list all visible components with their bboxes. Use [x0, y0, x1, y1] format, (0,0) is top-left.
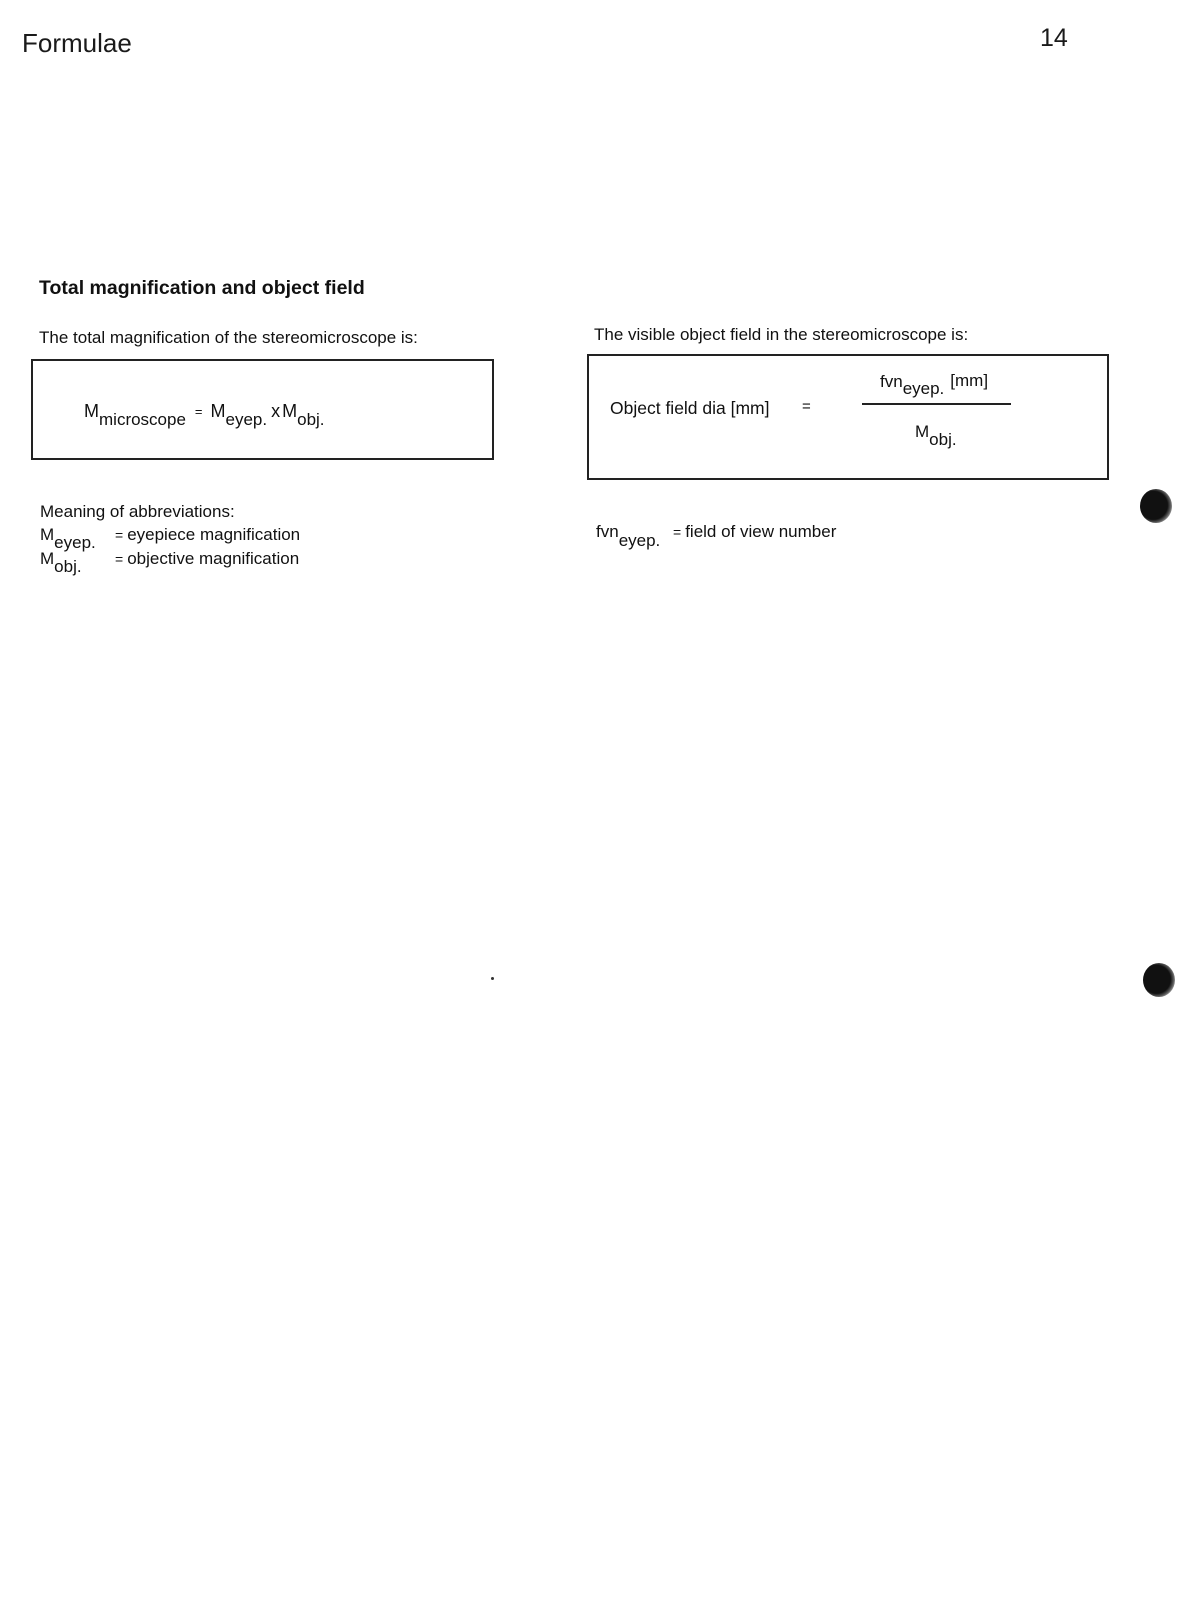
fraction-numerator [880, 371, 989, 398]
formula-lhs-symbol: M [84, 401, 99, 421]
abbreviation-symbol: M [40, 525, 55, 544]
formula-term2-subscript: obj. [297, 410, 325, 429]
abbreviation-definition-eyepiece [115, 525, 300, 545]
numerator-symbol: fvn [880, 372, 903, 391]
abbreviation-term-objective [40, 549, 82, 576]
abbreviation-definition-text: field of view number [685, 522, 837, 541]
total-magnification-formula [84, 401, 325, 429]
numerator-unit: [mm] [950, 371, 989, 390]
object-field-intro: The visible object field in the stereomicroscope is: [594, 325, 969, 344]
abbreviation-term-eyepiece [40, 525, 96, 552]
abbreviation-definition-text: objective magnification [127, 549, 300, 568]
scan-speck [491, 977, 494, 980]
abbreviation-equals: = [115, 551, 124, 567]
abbreviation-term-fvn [596, 522, 661, 550]
fraction-bar [862, 403, 1011, 405]
abbreviation-subscript: eyep. [54, 533, 96, 552]
abbreviation-subscript: obj. [54, 557, 82, 576]
abbreviation-symbol: M [40, 549, 55, 568]
abbreviation-equals: = [673, 524, 682, 540]
object-field-label: Object field dia [mm] [610, 398, 770, 418]
abbreviation-equals: = [115, 527, 124, 543]
abbreviation-symbol: fvn [596, 522, 619, 541]
formula-term2-symbol: M [282, 401, 298, 421]
denominator-subscript: obj. [929, 430, 957, 449]
formula-lhs-subscript: microscope [99, 410, 186, 429]
total-magnification-intro: The total magnification of the stereomicroscope is: [39, 328, 418, 347]
punch-hole [1140, 489, 1172, 523]
denominator-symbol: M [915, 422, 930, 441]
punch-hole [1143, 963, 1175, 997]
page-number: 14 [1040, 24, 1068, 52]
section-heading: Total magnification and object field [39, 277, 365, 299]
formula-equals: = [194, 404, 203, 419]
abbreviation-definition-fvn [673, 522, 836, 542]
fraction-denominator [915, 422, 957, 449]
formula-times: x [271, 401, 281, 421]
abbreviation-definition-text: eyepiece magnification [127, 525, 301, 544]
numerator-subscript: eyep. [902, 379, 945, 398]
page-header-title: Formulae [22, 28, 132, 58]
formula-term1-symbol: M [210, 401, 226, 421]
object-field-equals: = [802, 398, 811, 415]
abbreviation-subscript: eyep. [618, 531, 661, 550]
abbreviations-heading: Meaning of abbreviations: [40, 502, 235, 521]
abbreviation-definition-objective [115, 549, 299, 569]
formula-term1-subscript: eyep. [225, 410, 268, 429]
